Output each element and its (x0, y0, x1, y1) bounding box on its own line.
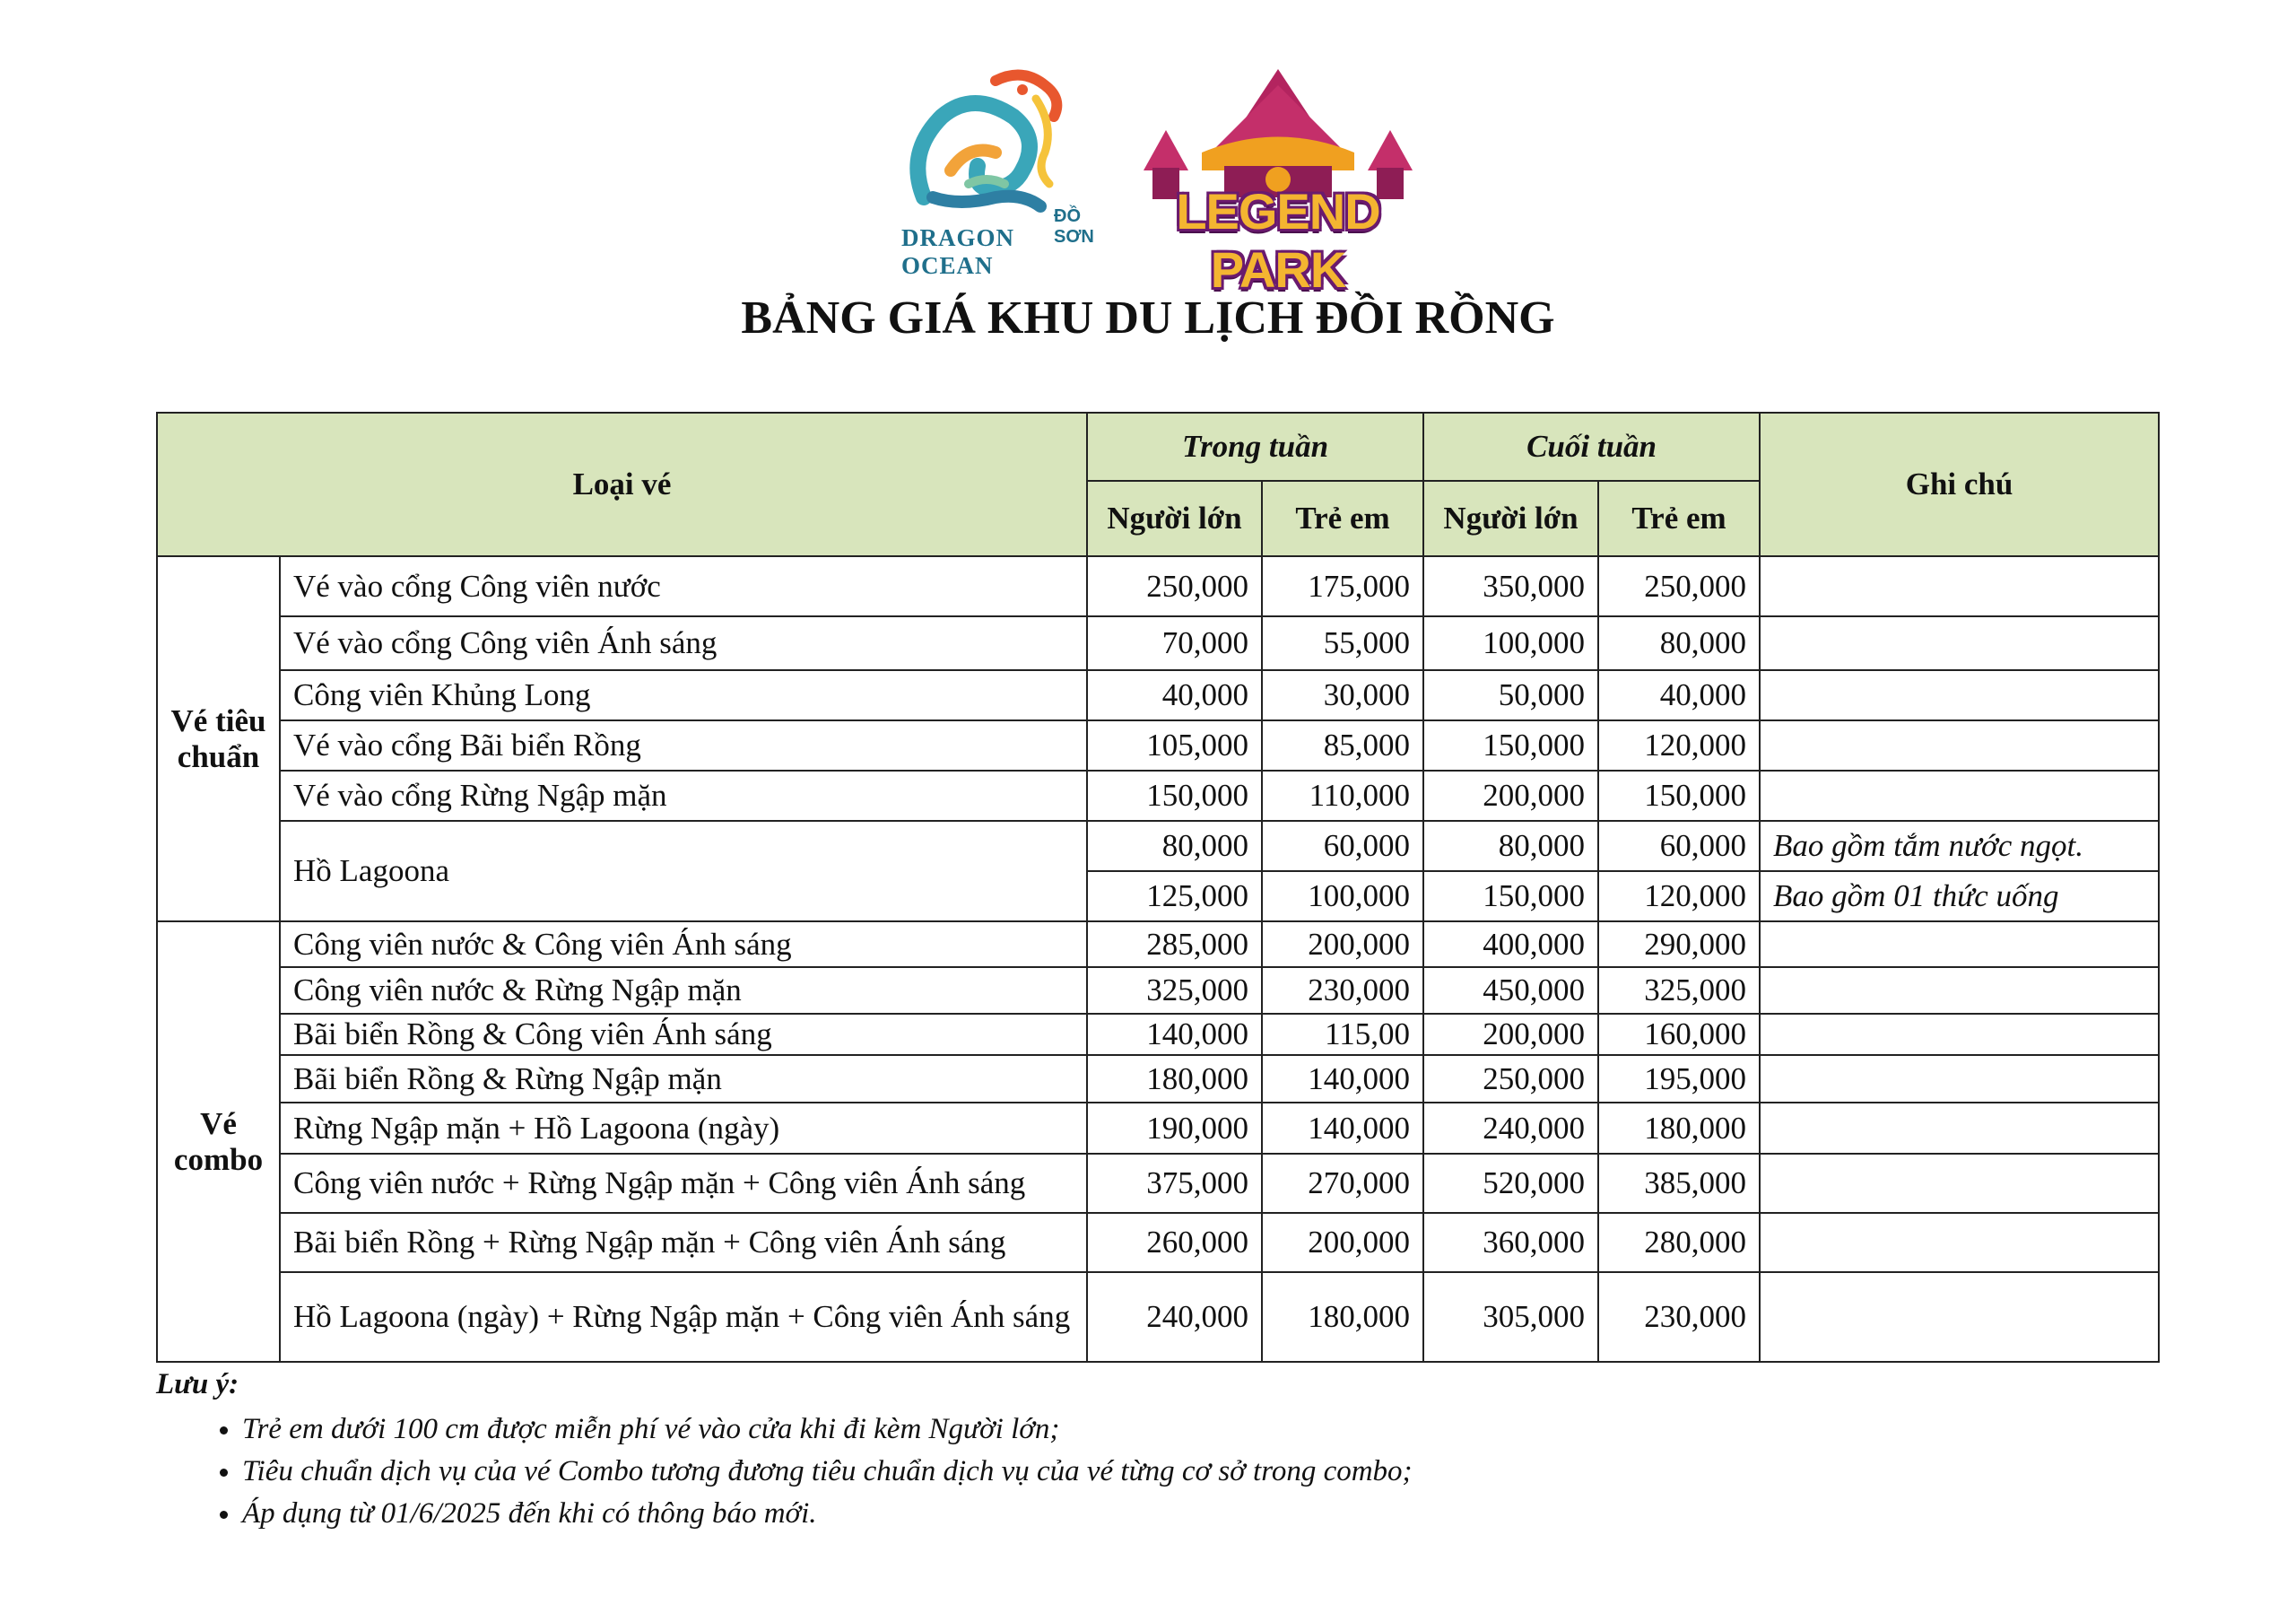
price-weekday-child: 230,000 (1262, 967, 1423, 1014)
list-item: • Trẻ em dưới 100 cm được miễn phí vé vào cửa khi đi kèm Người lớn; (242, 1408, 1413, 1451)
price-weekday-adult: 40,000 (1087, 670, 1262, 720)
row-note (1760, 556, 2159, 616)
price-weekday-child: 115,00 (1262, 1014, 1423, 1055)
ticket-name: Công viên Khủng Long (280, 670, 1087, 720)
price-weekend-adult: 450,000 (1423, 967, 1598, 1014)
price-weekend-adult: 520,000 (1423, 1154, 1598, 1213)
table-row (157, 556, 2159, 616)
price-weekend-adult: 350,000 (1423, 556, 1598, 616)
table-row (157, 1154, 2159, 1213)
price-weekend-adult: 250,000 (1423, 1055, 1598, 1103)
table-row (157, 771, 2159, 821)
price-weekday-child: 30,000 (1262, 670, 1423, 720)
price-weekday-adult: 180,000 (1087, 1055, 1262, 1103)
notes-title: Lưu ý: (156, 1368, 239, 1400)
price-weekend-child: 280,000 (1598, 1213, 1760, 1272)
table-row (157, 921, 2159, 967)
header-weekend: Cuối tuần (1423, 413, 1760, 481)
price-weekend-child: 385,000 (1598, 1154, 1760, 1213)
price-weekday-child: 200,000 (1262, 1213, 1423, 1272)
row-note (1760, 1154, 2159, 1213)
price-weekend-child: 120,000 (1598, 871, 1760, 921)
price-weekend-adult: 100,000 (1423, 616, 1598, 670)
row-note (1760, 1055, 2159, 1103)
table-row (157, 1272, 2159, 1362)
price-weekend-adult: 305,000 (1423, 1272, 1598, 1362)
header-notes: Ghi chú (1760, 413, 2159, 556)
logo-area (888, 63, 1462, 298)
price-weekday-adult: 325,000 (1087, 967, 1262, 1014)
row-note: Bao gồm 01 thức uống (1760, 871, 2159, 921)
price-weekday-child: 110,000 (1262, 771, 1423, 821)
price-weekday-adult: 260,000 (1087, 1213, 1262, 1272)
ticket-name: Bãi biển Rồng & Rừng Ngập mặn (280, 1055, 1087, 1103)
price-weekend-adult: 50,000 (1423, 670, 1598, 720)
ticket-name: Hồ Lagoona (ngày) + Rừng Ngập mặn + Công viên Ánh sáng (280, 1272, 1087, 1362)
price-weekday-child: 100,000 (1262, 871, 1423, 921)
price-weekend-adult: 360,000 (1423, 1213, 1598, 1272)
legend-park-logo (1130, 67, 1426, 298)
table-row (157, 1103, 2159, 1154)
ticket-name: Công viên nước + Rừng Ngập mặn + Công viên Ánh sáng (280, 1154, 1087, 1213)
price-weekday-adult: 125,000 (1087, 871, 1262, 921)
dragon-icon (888, 63, 1108, 224)
table-header-row (157, 413, 2159, 481)
list-item: • Tiêu chuẩn dịch vụ của vé Combo tương đương tiêu chuẩn dịch vụ của vé từng cơ sở trong combo; (242, 1451, 1413, 1493)
ticket-name-lagoona: Hồ Lagoona (280, 821, 1087, 921)
row-note (1760, 1014, 2159, 1055)
row-note (1760, 771, 2159, 821)
price-weekday-adult: 240,000 (1087, 1272, 1262, 1362)
dragon-logo-line2: DRAGON OCEAN (901, 224, 1014, 279)
ticket-name: Vé vào cổng Công viên nước (280, 556, 1087, 616)
row-note (1760, 921, 2159, 967)
price-weekend-child: 40,000 (1598, 670, 1760, 720)
category-standard: Vé tiêu chuẩn (157, 556, 280, 921)
price-weekday-child: 175,000 (1262, 556, 1423, 616)
header-weekday-child: Trẻ em (1262, 481, 1423, 556)
table-row (157, 967, 2159, 1014)
notes-list (156, 1408, 1413, 1535)
price-weekend-child: 80,000 (1598, 616, 1760, 670)
table-row (157, 821, 2159, 871)
row-note (1760, 720, 2159, 771)
price-weekday-child: 140,000 (1262, 1055, 1423, 1103)
price-weekend-adult: 400,000 (1423, 921, 1598, 967)
header-ticket-type: Loại vé (157, 413, 1087, 556)
ticket-name: Rừng Ngập mặn + Hồ Lagoona (ngày) (280, 1103, 1087, 1154)
table-row (157, 616, 2159, 670)
category-combo: Vé combo (157, 921, 280, 1362)
table-row (157, 720, 2159, 771)
price-weekend-child: 120,000 (1598, 720, 1760, 771)
price-weekday-adult: 375,000 (1087, 1154, 1262, 1213)
price-weekday-child: 180,000 (1262, 1272, 1423, 1362)
table-row (157, 1014, 2159, 1055)
table-row (157, 1055, 2159, 1103)
row-note (1760, 1103, 2159, 1154)
dragon-ocean-logo (888, 63, 1108, 279)
ticket-name: Công viên nước & Công viên Ánh sáng (280, 921, 1087, 967)
price-weekday-child: 85,000 (1262, 720, 1423, 771)
price-weekend-child: 160,000 (1598, 1014, 1760, 1055)
row-note (1760, 967, 2159, 1014)
notes-section (156, 1368, 1413, 1535)
price-weekday-adult: 105,000 (1087, 720, 1262, 771)
price-weekday-adult: 285,000 (1087, 921, 1262, 967)
price-weekday-child: 55,000 (1262, 616, 1423, 670)
header-weekend-adult: Người lớn (1423, 481, 1598, 556)
row-note: Bao gồm tắm nước ngọt. (1760, 821, 2159, 871)
price-weekend-child: 195,000 (1598, 1055, 1760, 1103)
price-weekday-adult: 190,000 (1087, 1103, 1262, 1154)
price-weekday-adult: 250,000 (1087, 556, 1262, 616)
price-weekday-adult: 150,000 (1087, 771, 1262, 821)
row-note (1760, 1213, 2159, 1272)
price-weekend-adult: 200,000 (1423, 771, 1598, 821)
table-row (157, 670, 2159, 720)
price-weekend-child: 150,000 (1598, 771, 1760, 821)
ticket-name: Vé vào cổng Rừng Ngập mặn (280, 771, 1087, 821)
price-table (156, 412, 2160, 1363)
row-note (1760, 670, 2159, 720)
ticket-name: Công viên nước & Rừng Ngập mặn (280, 967, 1087, 1014)
price-weekend-child: 60,000 (1598, 821, 1760, 871)
row-note (1760, 616, 2159, 670)
price-weekend-adult: 80,000 (1423, 821, 1598, 871)
price-weekend-child: 325,000 (1598, 967, 1760, 1014)
price-weekend-adult: 150,000 (1423, 871, 1598, 921)
price-weekday-child: 60,000 (1262, 821, 1423, 871)
dragon-logo-line1: ĐỒ SƠN (1054, 206, 1094, 247)
row-note (1760, 1272, 2159, 1362)
price-weekday-child: 140,000 (1262, 1103, 1423, 1154)
price-weekend-child: 290,000 (1598, 921, 1760, 967)
price-weekday-child: 270,000 (1262, 1154, 1423, 1213)
ticket-name: Bãi biển Rồng & Công viên Ánh sáng (280, 1014, 1087, 1055)
list-item: • Áp dụng từ 01/6/2025 đến khi có thông báo mới. (242, 1493, 1413, 1535)
price-weekend-child: 180,000 (1598, 1103, 1760, 1154)
price-weekend-child: 250,000 (1598, 556, 1760, 616)
price-weekday-adult: 140,000 (1087, 1014, 1262, 1055)
price-weekend-adult: 150,000 (1423, 720, 1598, 771)
ticket-name: Bãi biển Rồng + Rừng Ngập mặn + Công viên Ánh sáng (280, 1213, 1087, 1272)
ticket-name: Vé vào cổng Bãi biển Rồng (280, 720, 1087, 771)
price-weekend-adult: 200,000 (1423, 1014, 1598, 1055)
header-weekday: Trong tuần (1087, 413, 1423, 481)
page-title: BẢNG GIÁ KHU DU LỊCH ĐỒI RỒNG (741, 292, 1555, 344)
price-weekend-adult: 240,000 (1423, 1103, 1598, 1154)
header-weekday-adult: Người lớn (1087, 481, 1262, 556)
table-row (157, 1213, 2159, 1272)
price-weekday-adult: 80,000 (1087, 821, 1262, 871)
header-weekend-child: Trẻ em (1598, 481, 1760, 556)
price-weekday-child: 200,000 (1262, 921, 1423, 967)
price-weekend-child: 230,000 (1598, 1272, 1760, 1362)
ticket-name: Vé vào cổng Công viên Ánh sáng (280, 616, 1087, 670)
price-weekday-adult: 70,000 (1087, 616, 1262, 670)
legend-park-wordmark: LEGEND PARK (1176, 183, 1380, 298)
